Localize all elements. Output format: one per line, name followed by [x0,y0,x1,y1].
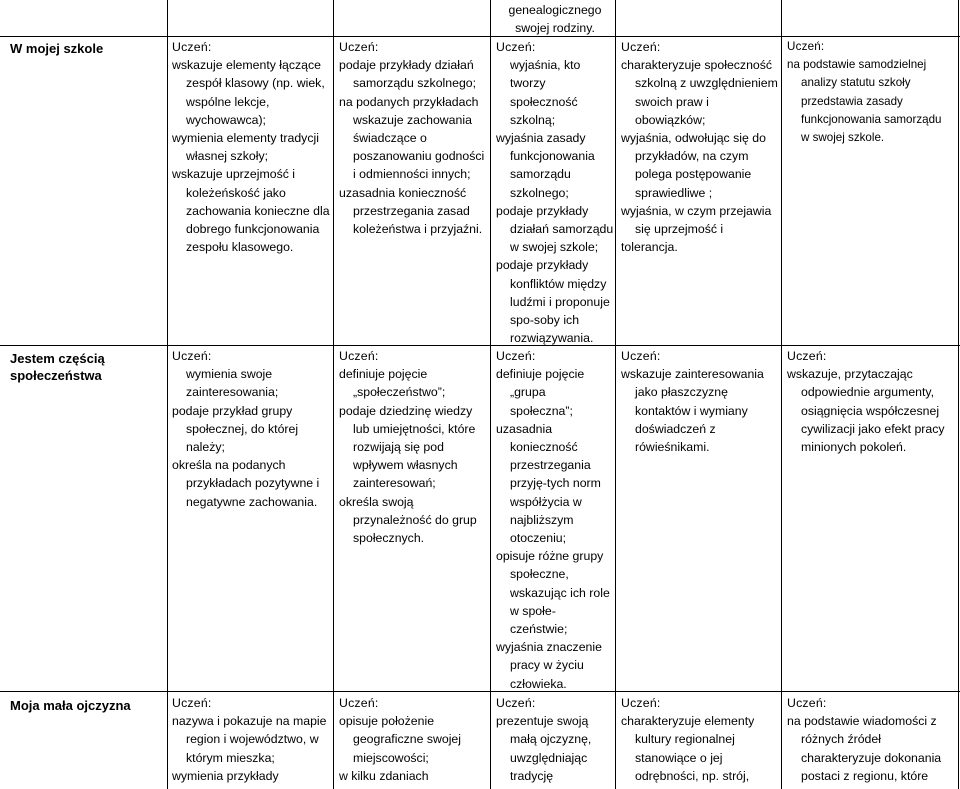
text-line: należy; [186,440,225,455]
text-line: konfliktów między [510,276,607,291]
text-line: uwzględniając [510,750,588,765]
text-line: przynależność do grup [353,512,477,527]
text-line: tolerancja. [621,240,678,255]
text-line: „grupa [510,385,546,400]
text-line: przestrzegania zasad [353,203,470,218]
uczen-label: Uczeń: [621,349,661,363]
uczen-label: Uczeń: [787,349,827,363]
text-line: swoich praw i [635,94,709,109]
text-line: polega postępowanie [635,167,752,182]
uczen-label: Uczeń: [621,696,661,710]
uczen-label: Uczeń: [496,349,536,363]
text-line: wymienia przykłady [172,768,279,783]
row1-col3 [496,38,613,347]
text-line: uzasadnia konieczność [339,185,467,200]
text-line: ludźmi i proponuje [510,294,610,309]
text-line: szkolnego; [510,185,569,200]
text-line: małą ojczyznę, [510,732,592,747]
text-line: społecznej, do której [186,421,299,436]
text-line: pracy w życiu [510,658,584,673]
text-line: najbliższym [510,512,574,527]
text-line: na podstawie wiadomości z [787,714,937,729]
text-line: przedstawia zasady [801,94,903,108]
row-divider-1 [0,36,960,37]
row1-col2 [339,38,484,238]
text-line: wskazuje zainteresowania [621,367,764,382]
text-line: społeczne, [510,567,569,582]
col-divider-1 [167,0,168,789]
text-line: rówieśnikami. [635,440,710,455]
uczen-label: Uczeń: [339,40,379,54]
text-line: spo-soby ich [510,313,580,328]
text-line: samorządu [510,167,571,182]
text-line: działań samorządu [510,222,614,237]
text-line: przyję-tych norm [510,476,601,491]
text-line: przykładach pozytywne i [186,476,320,491]
row2-col5 [787,347,945,456]
text-line: opisuje położenie [339,714,435,729]
text-line: zespół klasowy (np. wiek, [186,76,325,91]
text-line: współżycia w [510,494,582,509]
uczen-label: Uczeń: [496,696,536,710]
text-line: określa na podanych [172,458,286,473]
text-line: zachowania konieczne dla [186,203,330,218]
text-line: podaje dziedzinę wiedzy [339,403,473,418]
text-line: minionych pokoleń. [801,440,907,455]
text-line: tworzy [510,76,546,91]
text-line: szkolną; [510,112,556,127]
text-line: samorządu szkolnego; [353,76,477,91]
text-line: wyjaśnia, kto [510,58,581,73]
uczen-label: Uczeń: [621,40,661,54]
row2-col2 [339,347,477,547]
text-line: odpowiednie argumenty, [801,385,935,400]
text-line: dobrego funkcjonowania [186,222,320,237]
text-line: podaje przykłady [496,258,589,273]
text-line: charakteryzuje społeczność [621,58,773,73]
text-line: stanowiące o jej [635,750,723,765]
text-line: wymienia elementy tradycji [172,131,319,146]
text-line: przestrzegania [510,458,591,473]
text-line: lub umiejętności, które [353,421,476,436]
text-line: świadczące o [353,131,427,146]
row1-col5 [787,38,942,147]
text-line: cywilizacji jako efekt pracy [801,421,945,436]
uczen-label: Uczeń: [172,696,212,710]
topic-w-mojej-szkole: W mojej szkole [10,41,104,56]
text-line: którym mieszka; [186,750,275,765]
row2-col3 [496,347,610,693]
topic-moja-mala-ojczyzna: Moja mała ojczyzna [10,698,131,713]
text-line: zespołu klasowego. [186,240,294,255]
text-line: wyjaśnia, w czym przejawia [621,203,772,218]
text-line: „społeczeństwo”; [353,385,446,400]
col-divider-4 [615,0,616,789]
row1-col1 [172,38,330,256]
text-line: wyjaśnia zasady [496,131,586,146]
row-divider-3 [0,691,960,692]
row0-fragment [505,1,605,37]
text-line: kontaktów i wymiany [635,403,748,418]
text-line: poszanowaniu godności [353,149,485,164]
text-line: swojej rodziny. [515,21,595,36]
text-line: charakteryzuje elementy [621,714,755,729]
row3-col1 [172,694,327,785]
row2-col4 [621,347,764,456]
text-line: jako płaszczyznę [635,385,728,400]
text-line: wskazując ich role [510,585,610,600]
text-line: różnych źródeł [801,732,881,747]
topic-jestem-czescia-spoleczenstwa [10,350,105,384]
text-line: tradycję [510,768,554,783]
row-divider-2 [0,345,960,346]
text-line: geograficzne swojej [353,732,462,747]
text-line: region i województwo, w [186,732,319,747]
text-line: konieczność [510,440,578,455]
text-line: wyjaśnia znaczenie [496,640,602,655]
text-line: charakteryzuje dokonania [801,750,942,765]
text-line: kultury regionalnej [635,732,735,747]
text-line: uzasadnia [496,421,553,436]
text-line: definiuje pojęcie [339,367,428,382]
text-line: określa swoją [339,494,414,509]
uczen-label: Uczeń: [496,40,536,54]
text-line: postaci z regionu, które [801,768,929,783]
text-line: podaje przykład grupy [172,403,293,418]
text-line: miejscowości; [353,750,429,765]
text-line: zainteresowania; [186,385,279,400]
text-line: rozwiązywania. [510,331,594,346]
text-line: wspólne lekcje, [186,94,270,109]
text-line: zainteresowań; [353,476,436,491]
text-line: czeństwie; [510,622,568,637]
text-line: w swojej szkole; [510,240,599,255]
text-line: funkcjonowania [510,149,595,164]
row3-col3 [496,694,591,785]
text-line: wyjaśnia, odwołując się do [621,131,766,146]
text-line: funkcjonowania samorządu [801,112,942,126]
text-line: na podstawie samodzielnej [787,58,927,72]
uczen-label: Uczeń: [787,40,825,53]
text-line: obowiązków; [635,112,706,127]
row3-col4 [621,694,754,785]
text-line: podaje przykłady działań [339,58,474,73]
text-line: koleżeństwa i przyjaźni. [353,222,483,237]
uczen-label: Uczeń: [787,696,827,710]
text-line: wskazuje elementy łączące [172,58,321,73]
text-line: wskazuje, przytaczając [787,367,913,382]
text-line: doświadczeń z [635,421,716,436]
text-line: prezentuje swoją [496,714,589,729]
text-line: otoczeniu; [510,531,567,546]
col-divider-2 [333,0,334,789]
text-line: analizy statutu szkoły [801,76,911,90]
col-divider-5 [781,0,782,789]
text-line: w swojej szkole. [801,131,885,145]
text-line: własnej szkoły; [186,149,269,164]
uczen-label: Uczeń: [339,349,379,363]
text-line: rozwijają się pod [353,440,444,455]
uczen-label: Uczeń: [172,349,212,363]
text-line: i odmienności innych; [353,167,471,182]
text-line: genealogicznego [508,3,602,17]
row3-col5 [787,694,941,785]
text-line: osiągnięcia współczesnej [801,403,940,418]
topic-line: Jestem częścią [10,351,105,366]
text-line: opisuje różne grupy [496,549,604,564]
col-divider-3 [490,0,491,789]
text-line: przykładów, na czym [635,149,749,164]
text-line: wymienia swoje [186,367,273,382]
text-line: w kilku zdaniach [339,768,429,783]
text-line: odrębności, np. strój, [635,768,750,783]
row1-col4 [621,38,778,256]
text-line: negatywne zachowania. [186,494,318,509]
text-line: szkolną z uwzględnieniem [635,76,778,91]
text-line: wskazuje uprzejmość i [172,167,296,182]
text-line: w społe- [510,603,556,618]
topic-line: społeczeństwa [10,368,102,383]
text-line: się uprzejmość i [635,222,724,237]
text-line: społecznych. [353,531,425,546]
text-line: nazywa i pokazuje na mapie [172,714,327,729]
text-line: społeczna”; [510,403,573,418]
uczen-label: Uczeń: [172,40,212,54]
text-line: wpływem własnych [353,458,458,473]
text-line: na podanych przykładach [339,94,479,109]
text-line: podaje przykłady [496,203,589,218]
text-line: koleżeńskość jako [186,185,286,200]
text-line: definiuje pojęcie [496,367,585,382]
text-line: wychowawca); [186,112,266,127]
uczen-label: Uczeń: [339,696,379,710]
row3-col2 [339,694,461,785]
right-border [958,0,959,789]
text-line: społeczność [510,94,578,109]
text-line: sprawiedliwe ; [635,185,713,200]
text-line: człowieka. [510,676,567,691]
row2-col1 [172,347,319,511]
text-line: wskazuje zachowania [353,112,472,127]
